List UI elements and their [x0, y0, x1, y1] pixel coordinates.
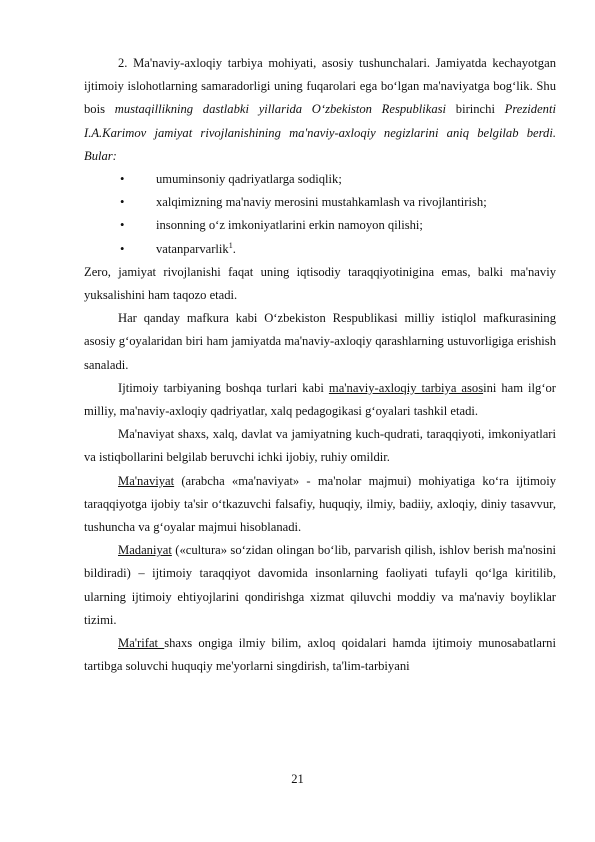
paragraph-spirituality-definition: Ma'naviyat shaxs, xalq, davlat va jamiyatning kuch-qudrati, taraqqiyoti, imkoniyatlari va istiqbollarini belgilab beruvchi ichki ijobiy, ruhiy omildir.: [84, 427, 556, 465]
footnote-ref[interactable]: 1: [228, 240, 233, 250]
paragraph-social-education: Ijtimoiy tarbiyaning boshqa turlari kabi ma'naviy-axloqiy tarbiya asosini ham ilg‘or milliy, ma'naviy-axloqiy qadriyatlar, xalq pedagogikasi g‘oyalari tashkil etadi.: [84, 380, 556, 419]
intro-italic-2: Prezidenti I.A.Karimov jamiyat rivojlanishining ma'naviy-axloqiy negizlarini aniq belgilab berdi. Bular:: [84, 102, 556, 163]
paragraph-manaviyat: Ma'naviyat (arabcha «ma'naviyat» - ma'nolar majmui) mohiyatiga ko‘ra ijtimoiy taraqqiyotga ijobiy ta'sir o‘tkazuvchi falsafiy, huquqiy, ilmiy, badiiy, axloqiy, diniy tasavvur, tushuncha va g‘oyalar majmui hisoblanadi.: [84, 473, 556, 535]
term-madaniyat: Madaniyat: [118, 543, 172, 558]
bullet-icon: •: [120, 172, 125, 187]
list-item: • insonning o‘z imkoniyatlarini erkin namoyon qilishi;: [84, 214, 556, 237]
paragraph-marifat: Ma'rifat shaxs ongiga ilmiy bilim, axloq qoidalari hamda ijtimoiy munosabatlarni tartibga soluvchi huquqiy me'yorlarni singdirish, ta'lim-tarbiyani: [84, 636, 556, 674]
page-number: 21: [291, 772, 304, 786]
paragraph-intro: [84, 52, 556, 168]
list-item: • xalqimizning ma'naviy merosini mustahkamlash va rivojlantirish;: [84, 191, 556, 214]
paragraph-zero: Zero, jamiyat rivojlanishi faqat uning iqtisodiy taraqqiyotinigina emas, balki ma'naviy yuksalishini ham taqozo etadi.: [84, 264, 556, 303]
intro-mid: birinchi: [446, 102, 505, 117]
bullet-icon: •: [120, 218, 125, 233]
list-item: • vatanparvarlik$^1$.: [84, 238, 556, 261]
term-marifat: Ma'rifat: [118, 636, 165, 651]
paragraph-ideology: Har qanday mafkura kabi O‘zbekiston Respublikasi milliy istiqlol mafkurasining asosiy g‘oyalaridan biri ham jamiyatda ma'naviy-axloqiy qarashlarning ustuvorligiga erishish sanaladi.: [84, 311, 556, 372]
bullet-icon: •: [120, 195, 125, 210]
bullet-icon: •: [120, 241, 125, 256]
values-list: [84, 168, 556, 261]
intro-lead: 2. Ma'naviy-axloqiy tarbiya mohiyati, asosiy tushunchalari. Jamiyatda kechayotgan ijtimoiy islohotlarning samaradorligi uning fuqarolari ega bo‘lgan ma'naviyatga bog‘lik. Shu bois: [84, 56, 556, 117]
list-item: • umuminsoniy qadriyatlarga sodiqlik;: [84, 168, 556, 191]
underlined-term: ma'naviy-axloqiy tarbiya asos: [328, 380, 484, 395]
intro-italic-1: mustaqillikning dastlabki yillarida O‘zbekiston Respublikasi: [114, 102, 447, 117]
paragraph-madaniyat: Madaniyat («cultura» so‘zidan olingan bo‘lib, parvarish qilish, ishlov berish ma'nosini bildiradi) – ijtimoiy taraqqiyot davomida insonlarning faoliyati tufayli qo‘lga kiritilib, ularning ijtimoiy ehtiyojlarini qondirishga xizmat qiluvchi moddiy va ma'naviy boyliklar tizimi.: [84, 543, 556, 627]
term-manaviyat: Ma'naviyat: [118, 473, 175, 488]
document-page: [84, 52, 556, 678]
